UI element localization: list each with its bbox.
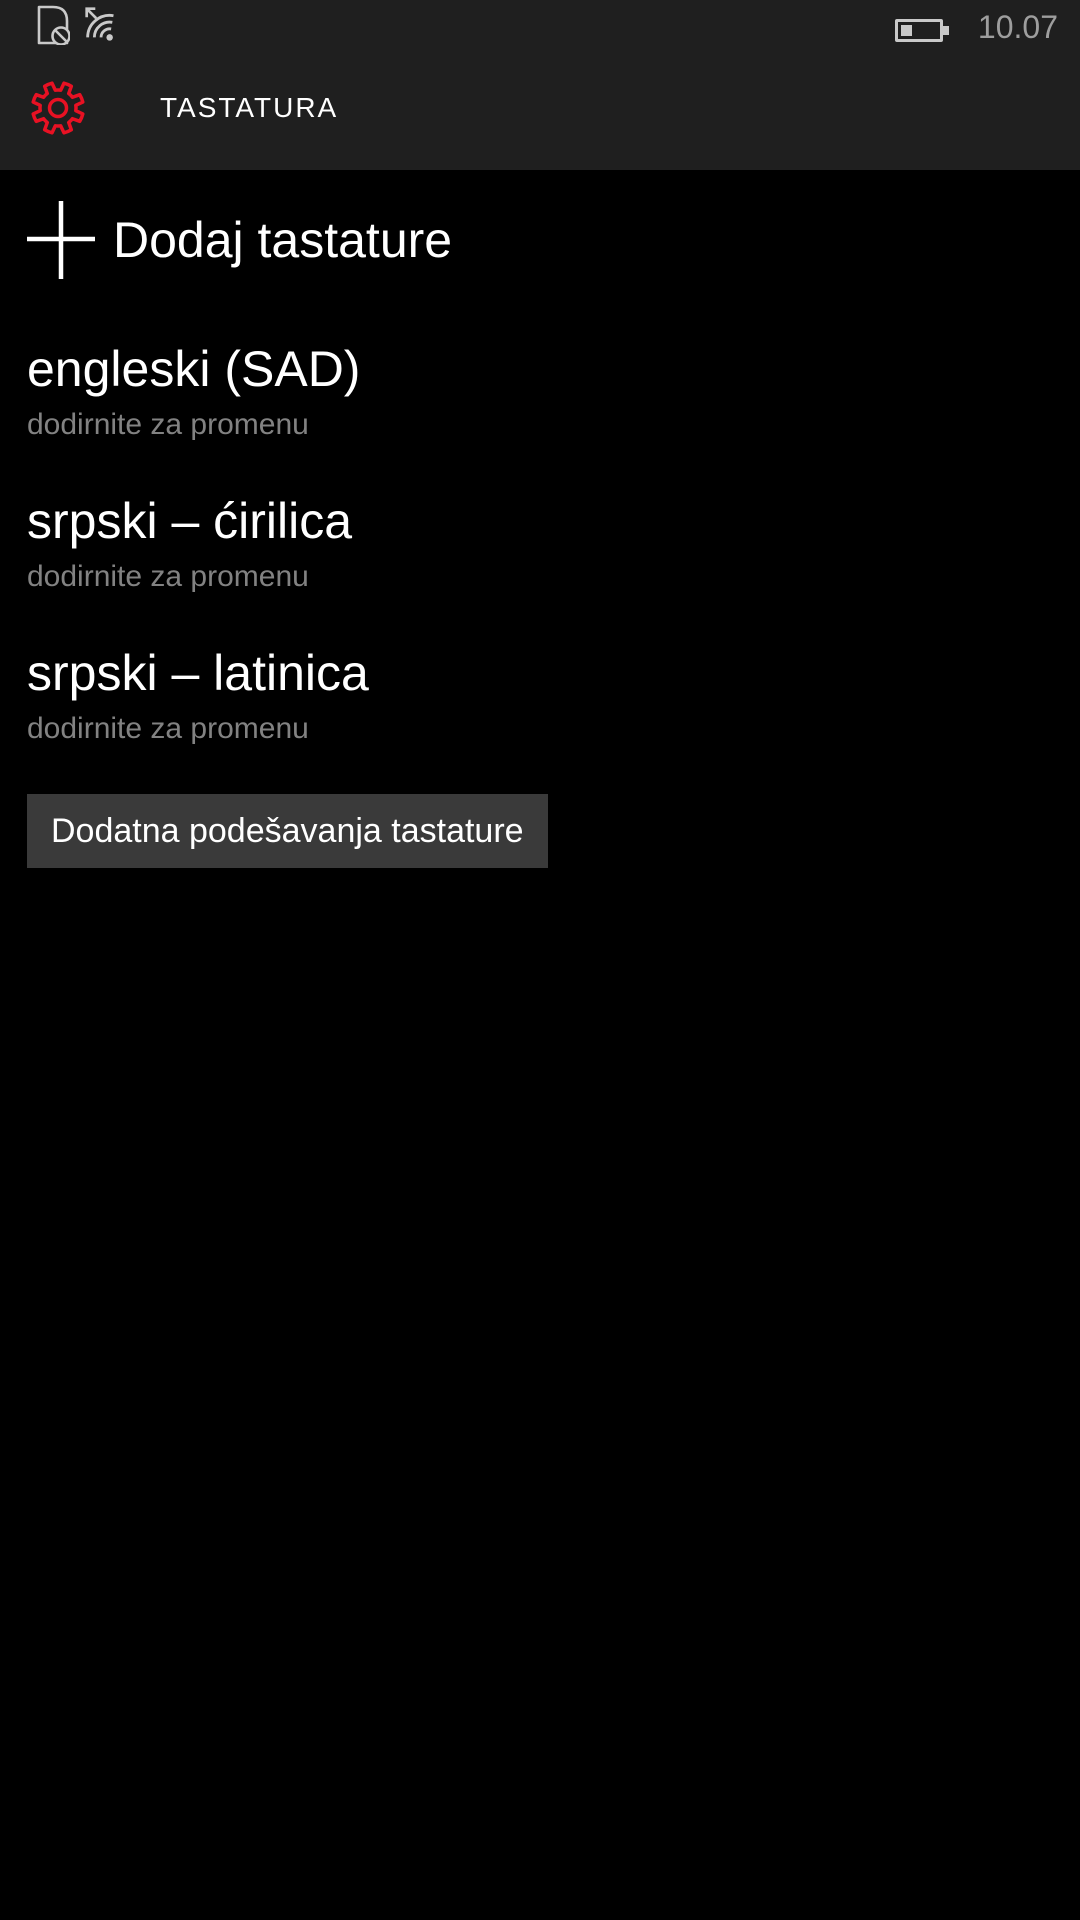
keyboard-hint: dodirnite za promenu: [27, 408, 309, 441]
battery-nub: [943, 26, 949, 35]
header: [0, 0, 1080, 170]
keyboard-name: srpski – ćirilica: [27, 493, 353, 549]
add-keyboard-label: Dodaj tastature: [113, 212, 453, 268]
battery-icon: [895, 19, 943, 42]
add-keyboard-button[interactable]: [27, 200, 1053, 280]
settings-gear-icon: [30, 80, 86, 136]
battery-fill: [901, 25, 912, 36]
keyboard-hint: dodirnite za promenu: [27, 560, 309, 593]
page-title: TASTATURA: [160, 92, 339, 123]
status-time: 10.07: [977, 9, 1058, 45]
keyboard-hint: dodirnite za promenu: [27, 712, 309, 745]
additional-keyboard-settings-button[interactable]: Dodatna podešavanja tastature: [27, 794, 548, 868]
wifi-sharing-icon: [80, 2, 124, 46]
keyboard-name: srpski – latinica: [27, 645, 369, 701]
keyboard-item-english-us[interactable]: [27, 338, 1053, 444]
plus-icon: [27, 201, 95, 279]
no-sim-icon: [36, 5, 70, 45]
keyboard-item-serbian-cyrillic[interactable]: [27, 490, 1053, 596]
keyboard-settings-page: [0, 170, 1080, 868]
keyboard-name: engleski (SAD): [27, 341, 361, 397]
keyboard-item-serbian-latin[interactable]: [27, 642, 1053, 748]
